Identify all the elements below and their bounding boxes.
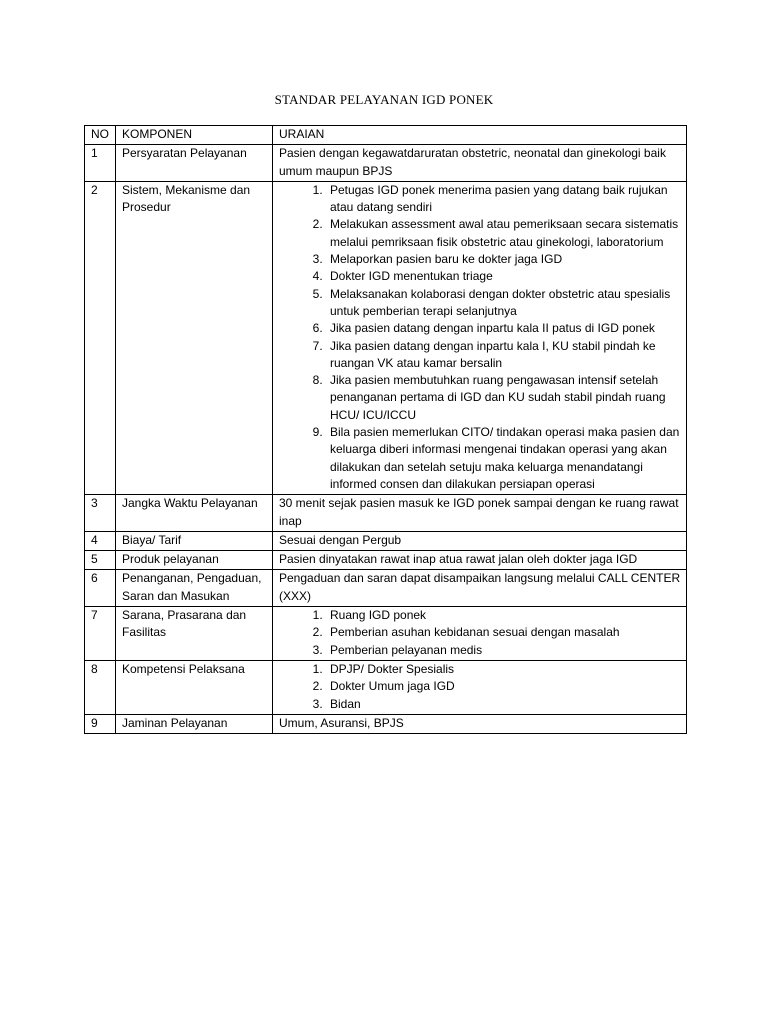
row-number: 9 — [85, 714, 116, 733]
uraian-list — [279, 607, 681, 659]
table-row — [85, 495, 687, 532]
header-no: NO — [85, 126, 116, 145]
row-uraian: Sesuai dengan Pergub — [273, 531, 687, 550]
row-komponen: Sarana, Prasarana dan Fasilitas — [116, 607, 273, 661]
list-item: 2. Melakukan assessment awal atau pemeriksaan secara sistematis melalui pemriksaan fisik obstetric atau ginekologi, laboratorium — [326, 216, 681, 251]
row-number: 6 — [85, 570, 116, 607]
row-number: 5 — [85, 551, 116, 570]
row-number: 4 — [85, 531, 116, 550]
row-uraian — [273, 607, 687, 661]
row-uraian: 30 menit sejak pasien masuk ke IGD ponek sampai dengan ke ruang rawat inap — [273, 495, 687, 532]
table-row — [85, 714, 687, 733]
row-number: 8 — [85, 660, 116, 714]
row-number: 1 — [85, 145, 116, 182]
row-komponen: Biaya/ Tarif — [116, 531, 273, 550]
table-row — [85, 551, 687, 570]
row-komponen: Jaminan Pelayanan — [116, 714, 273, 733]
list-item: 2. Dokter Umum jaga IGD — [326, 678, 681, 695]
row-uraian: Pengaduan dan saran dapat disampaikan langsung melalui CALL CENTER (XXX) — [273, 570, 687, 607]
list-item: 3. Pemberian pelayanan medis — [326, 642, 681, 659]
row-number: 3 — [85, 495, 116, 532]
row-komponen: Kompetensi Pelaksana — [116, 660, 273, 714]
row-komponen: Persyaratan Pelayanan — [116, 145, 273, 182]
row-number: 2 — [85, 181, 116, 494]
table-row — [85, 181, 687, 494]
table-row — [85, 145, 687, 182]
uraian-list — [279, 182, 681, 493]
header-uraian: URAIAN — [273, 126, 687, 145]
list-item: 1. DPJP/ Dokter Spesialis — [326, 661, 681, 678]
table-row — [85, 531, 687, 550]
row-uraian: Umum, Asuransi, BPJS — [273, 714, 687, 733]
table-header-row — [85, 126, 687, 145]
list-item: 8. Jika pasien membutuhkan ruang pengawasan intensif setelah penanganan pertama di IGD dan KU sudah stabil pindah ruang HCU/ ICU/ICCU — [326, 372, 681, 424]
header-komponen: KOMPONEN — [116, 126, 273, 145]
list-item: 3. Melaporkan pasien baru ke dokter jaga IGD — [326, 251, 681, 268]
row-uraian: Pasien dengan kegawatdaruratan obstetric, neonatal dan ginekologi baik umum maupun BPJS — [273, 145, 687, 182]
uraian-list — [279, 661, 681, 713]
list-item: 4. Dokter IGD menentukan triage — [326, 268, 681, 285]
row-komponen: Sistem, Mekanisme dan Prosedur — [116, 181, 273, 494]
page-title: STANDAR PELAYANAN IGD PONEK — [274, 92, 494, 107]
list-item: 6. Jika pasien datang dengan inpartu kala II patus di IGD ponek — [326, 320, 681, 337]
row-uraian — [273, 181, 687, 494]
list-item: 2. Pemberian asuhan kebidanan sesuai dengan masalah — [326, 624, 681, 641]
standard-table — [84, 125, 687, 734]
table-row — [85, 660, 687, 714]
list-item: 9. Bila pasien memerlukan CITO/ tindakan operasi maka pasien dan keluarga diberi informasi mengenai tindakan operasi yang akan dilakukan dan setelah setuju maka keluarga menandatangi informed consen dan dilakukan persiapan operasi — [326, 424, 681, 493]
list-item: 5. Melaksanakan kolaborasi dengan dokter obstetric atau spesialis untuk pemberian terapi selanjutnya — [326, 286, 681, 321]
list-item: 3. Bidan — [326, 696, 681, 713]
list-item: 1. Petugas IGD ponek menerima pasien yang datang baik rujukan atau datang sendiri — [326, 182, 681, 217]
row-komponen: Produk pelayanan — [116, 551, 273, 570]
list-item: 7. Jika pasien datang dengan inpartu kala I, KU stabil pindah ke ruangan VK atau kamar bersalin — [326, 338, 681, 373]
row-komponen: Jangka Waktu Pelayanan — [116, 495, 273, 532]
table-row — [85, 607, 687, 661]
table-row — [85, 570, 687, 607]
row-komponen: Penanganan, Pengaduan, Saran dan Masukan — [116, 570, 273, 607]
row-uraian — [273, 660, 687, 714]
row-number: 7 — [85, 607, 116, 661]
list-item: 1. Ruang IGD ponek — [326, 607, 681, 624]
row-uraian: Pasien dinyatakan rawat inap atua rawat jalan oleh dokter jaga IGD — [273, 551, 687, 570]
